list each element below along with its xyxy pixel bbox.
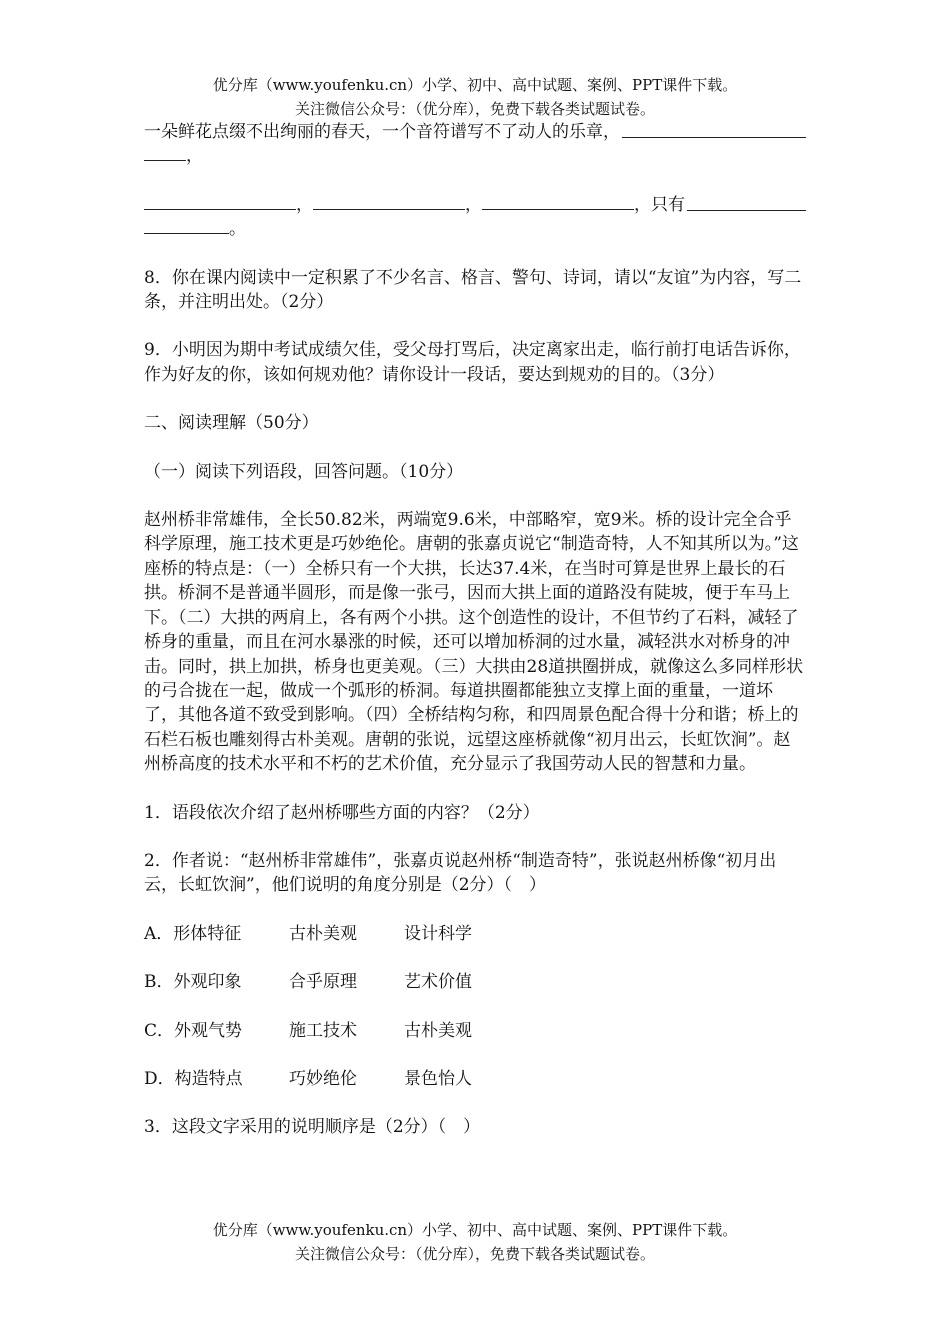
q7-only: ，只有 <box>634 194 685 215</box>
option-a[interactable] <box>144 922 806 946</box>
option-d-c: 景色怡人 <box>404 1068 472 1089</box>
q7-line-4 <box>144 217 806 241</box>
option-b-label: B．外观印象 <box>144 972 242 993</box>
q7-end: 。 <box>229 219 246 240</box>
option-d-b: 巧妙绝伦 <box>289 1068 357 1089</box>
reading-q3: 3．这段文字采用的说明顺序是（2分）（ ） <box>144 1117 481 1138</box>
q7-line-3 <box>144 193 806 217</box>
header-line-1: 优分库（www.youfenku.cn）小学、初中、高中试题、案例、PPT课件下载。 <box>212 76 738 94</box>
section-2-title: 二、阅读理解（50分） <box>144 413 319 434</box>
q7-blank-3[interactable] <box>313 208 465 210</box>
q7-comma: ， <box>186 146 203 167</box>
question-8: 8．你在课内阅读中一定积累了不少名言、格言、警句、诗词，请以“友谊”为内容，写二条，并注明出处。（2分） <box>144 267 802 313</box>
q7-line-1 <box>144 120 806 144</box>
q7-blank-5[interactable] <box>687 209 806 211</box>
option-d[interactable] <box>144 1067 806 1091</box>
option-a-b: 古朴美观 <box>289 923 357 944</box>
option-c-b: 施工技术 <box>289 1020 357 1041</box>
option-a-c: 设计科学 <box>404 923 472 944</box>
q7-blank-5-cont[interactable] <box>144 232 229 234</box>
header-line-2: 关注微信公众号：（优分库），免费下载各类试题试卷。 <box>294 100 655 118</box>
q7-text: 一朵鲜花点缀不出绚丽的春天，一个音符谱写不了动人的乐章， <box>144 122 620 142</box>
option-b-b: 合乎原理 <box>289 972 357 993</box>
question-9: 9．小明因为期中考试成绩欠佳，受父母打骂后，决定离家出走，临行前打电话告诉你，作为好友的你，该如何规劝他？请你设计一段话，要达到规劝的目的。（3分） <box>144 340 801 385</box>
page-header <box>0 73 950 121</box>
option-b-c: 艺术价值 <box>404 972 472 993</box>
q7-blank-1-cont[interactable] <box>144 159 186 161</box>
exam-content <box>144 120 806 1140</box>
q7-sep-1: ， <box>296 194 313 215</box>
q7-blank-4[interactable] <box>482 208 634 210</box>
option-b[interactable] <box>144 970 806 994</box>
part-1-title: （一）阅读下列语段，回答问题。（10分） <box>144 461 464 482</box>
q7-line-2 <box>144 144 806 168</box>
q7-sep-2: ， <box>465 194 482 215</box>
reading-q1: 1．语段依次介绍了赵州桥哪些方面的内容？（2分） <box>144 802 540 823</box>
option-a-label: A．形体特征 <box>144 923 242 944</box>
option-c[interactable] <box>144 1019 806 1043</box>
page-footer <box>0 1218 950 1266</box>
footer-line-1: 优分库（www.youfenku.cn）小学、初中、高中试题、案例、PPT课件下载。 <box>212 1221 738 1239</box>
option-c-label: C．外观气势 <box>144 1020 243 1041</box>
option-c-c: 古朴美观 <box>404 1020 472 1041</box>
q7-blank-2[interactable] <box>144 208 296 210</box>
passage: 赵州桥非常雄伟，全长50.82米，两端宽9.6米，中部略窄，宽9米。桥的设计完全合乎科学原理，施工技术更是巧妙绝伦。唐朝的张嘉贞说它“制造奇特，人不知其所以为。”这座桥的特点是：（一）全桥只有一个大拱，长达37.4米，在当时可算是世界上最长的石拱。桥洞不是普通半圆形，而是像一张弓，因而大拱上面的道路没有陡坡，便于车马上下。（二）大拱的两肩上，各有两个小拱。这个创造性的设计，不但节约了石料，减轻了桥身的重量，而且在河水暴涨的时候，还可以增加桥洞的过水量，减轻洪水对桥身的冲击。同时，拱上加拱，桥身也更美观。（三）大拱由28道拱圈拼成，就像这么多同样形状的弓合拢在一起，做成一个弧形的桥洞。每道拱圈都能独立支撑上面的重量，一道坏了，其他各道不致受到影响。（四）全桥结构匀称，和四周景色配合得十分和谐；桥上的石栏石板也雕刻得古朴美观。唐朝的张说，远望这座桥就像“初月出云，长虹饮涧”。赵州桥高度的技术水平和不朽的艺术价值，充分显示了我国劳动人民的智慧和力量。 <box>144 510 804 775</box>
q7-blank-1[interactable] <box>622 136 806 138</box>
option-d-label: D．构造特点 <box>144 1068 243 1089</box>
reading-q2: 2．作者说：“赵州桥非常雄伟”，张嘉贞说赵州桥“制造奇特”，张说赵州桥像“初月出云，长虹饮涧”，他们说明的角度分别是（2分）（ ） <box>144 850 777 896</box>
footer-line-2: 关注微信公众号：（优分库），免费下载各类试题试卷。 <box>294 1245 655 1263</box>
